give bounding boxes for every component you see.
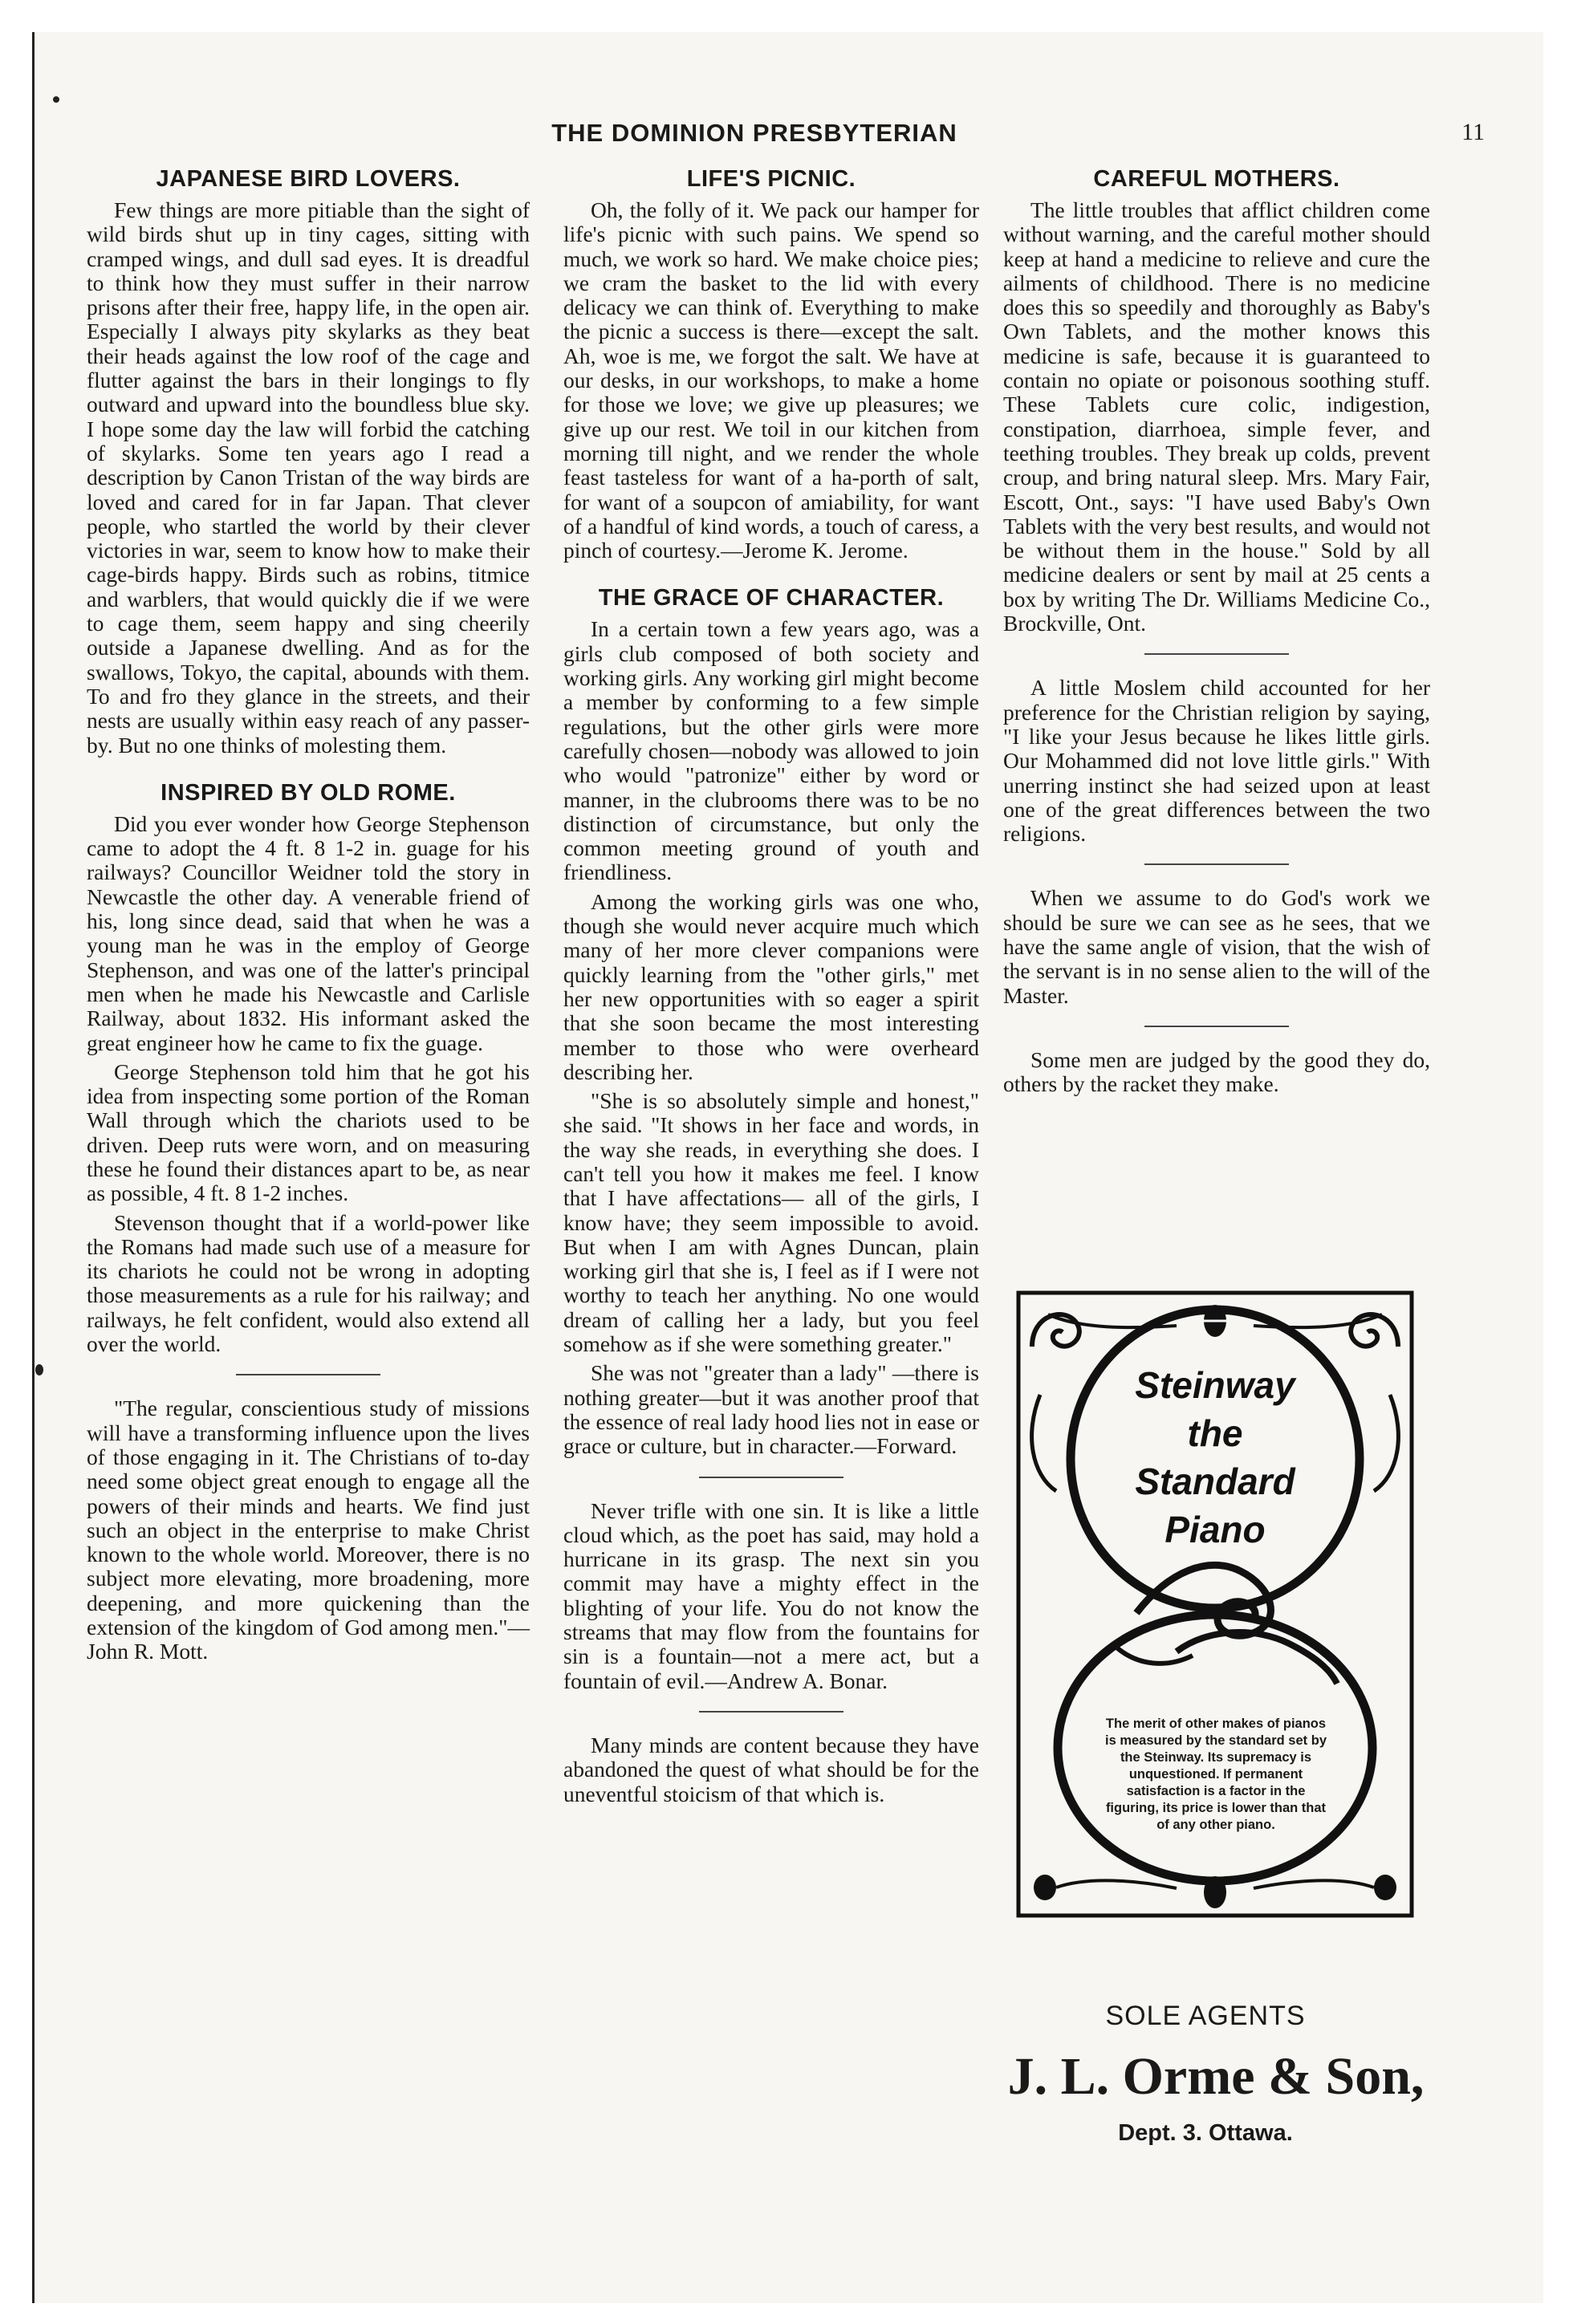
column-left xyxy=(87,165,530,1669)
article-paragraph: "She is so absolutely simple and honest," she said. "It shows in her face and words, in the way she reads, in everything she does. I can't tell you how it makes me feel. I know that I have affectations— all of the girls, I know have; they seem impossible to avoid. But when I am with Agnes Duncan, plain working girl that she is, I feel as if I were not worthy to teach her anything. No one would dream of calling her a lady, but you feel somehow as if she were something greater." xyxy=(563,1088,979,1357)
article-paragraph: Did you ever wonder how George Stephenson came to adopt the 4 ft. 8 1-2 in. guage for his railways? Councillor Weidner told the story in Newcastle the other day. A venerable friend of his, long since dead, said that when he was a young man he was in the employ of George Stephenson, and was one of the latter's principal men when he made his Newcastle and Carlisle Railway, about 1832. His informant asked the great engineer how he came to fix the guage. xyxy=(87,811,530,1055)
ad-brand-line: Standard xyxy=(1135,1461,1295,1502)
divider xyxy=(1144,863,1289,865)
article-paragraph: A little Moslem child accounted for her preference for the Christian religion by saying, "I like your Jesus because he likes little girls. Our Mohammed did not love little girls." With unerring instinct she had seized upon at least one of the great differences between the two religions. xyxy=(1003,675,1430,847)
publication-title: THE DOMINION PRESBYTERIAN xyxy=(551,119,957,147)
scan-speck xyxy=(53,96,59,103)
article-judged xyxy=(1003,1048,1430,1097)
ad-blurb: The merit of other makes of pianos is measured by the standard set by the Steinway. Its supremacy is unquestioned. If permanent satisfaction is a factor in the figuring, its price is lower than that of any other piano. xyxy=(1104,1717,1327,1832)
article-title: LIFE'S PICNIC. xyxy=(686,166,856,192)
page-header xyxy=(0,90,1509,147)
article-paragraph: When we assume to do God's work we should be sure we can see as he sees, that we have the same angle of vision, that the wish of the servant is in no sense alien to the will of the Master. xyxy=(1003,885,1430,1008)
ad-brand-line: the xyxy=(1187,1412,1243,1454)
article-careful-mothers xyxy=(1003,165,1430,636)
article-title: JAPANESE BIRD LOVERS. xyxy=(156,166,461,192)
column-right xyxy=(981,165,1430,1102)
article-paragraph: Never trifle with one sin. It is like a little cloud which, as the poet has said, may hold a hurricane in its grasp. The next sin you commit may have a mighty effect in the blighting of your life. You do not know the streams that may flow from the fountains for sin is a fountain—not a mere act, but a fountain of evil.—Andrew A. Bonar. xyxy=(563,1497,979,1693)
firm-name: J. L. Orme & Son, xyxy=(1007,2047,1425,2106)
article-paragraph: She was not "greater than a lady" —there is nothing greater—but it was another proof that the essence of real lady hood lies not in ease or grace or culture, but in character.—Forward. xyxy=(563,1360,979,1459)
article-lifes-picnic xyxy=(563,165,979,563)
ad-brand-line: Steinway xyxy=(1135,1364,1295,1406)
article-paragraph: Among the working girls was one who, though she would never acquire much which many of her more clever companions were quickly learning from the "other girls," met her new opportunities with so eager a spirit that she soon became the most interesting member to those who were overheard describing her. xyxy=(563,888,979,1084)
article-one-sin xyxy=(563,1499,979,1693)
ad-brand-name xyxy=(1016,1361,1414,1554)
article-paragraph: Many minds are content because they have abandoned the quest of what should be for the uneventful stoicism of that which is. xyxy=(563,1732,979,1806)
article-paragraph: Few things are more pitiable than the sight of wild birds shut up in tiny cages, sitting with cramped wings, and dull sad eyes. It is dreadful to think how they must suffer in their narrow prisons after their free, happy life, in the open air. Especially I always pity skylarks as they beat their heads against the low roof of the cage and flutter against the bars in their longings to fly outward and upward into the boundless blue sky. I hope some day the law will forbid the catching of skylarks. Some ten years ago I read a description by Canon Tristan of the way birds are loved and cared for in far Japan. That clever people, who startled the world by their clever victories in war, seem to know how to make their cage-birds happy. Birds such as robins, titmice and warblers, that would quickly die if we were to cage them, seem happy and sing cheerily outside a Japanese dwelling. And as for the swallows, Tokyo, the capital, abounds with them. To and fro they glance in the streets, and their nests are usually within easy reach of any passer-by. But no one thinks of molesting them. xyxy=(87,197,530,758)
article-title: INSPIRED BY OLD ROME. xyxy=(161,779,456,806)
divider xyxy=(236,1374,380,1375)
article-moslem-child xyxy=(1003,676,1430,846)
article-paragraph: In a certain town a few years ago, was a girls club composed of both society and working girls. Any working girl might become a member by conforming to a few simple regulations, but the other girls were more carefully chosen—nobody was allowed to join who would "patronize" either by word or manner, in the clubrooms there was to be no distinction of circumstance, but only the common meeting ground of youth and friendliness. xyxy=(563,616,979,885)
article-stoicism xyxy=(563,1733,979,1806)
article-missions-quote xyxy=(87,1396,530,1664)
divider xyxy=(699,1711,843,1713)
scan-speck xyxy=(35,1364,43,1375)
firm-address: Dept. 3. Ottawa. xyxy=(1118,2120,1293,2146)
article-japanese-bird-lovers xyxy=(87,165,530,758)
divider xyxy=(1144,653,1289,655)
article-paragraph: Oh, the folly of it. We pack our hamper for life's picnic with such pains. We spend so much, we work so hard. We make choice pies; we cram the basket to the lid with every delicacy we can think of. Everything to make the picnic a success is there—except the salt. Ah, woe is me, we forgot the salt. We have at our desks, in our workshops, to make a home for those we love; we give up pleasures; we give up our rest. We toil in our kitchen from morning till night, and we render the whole feast tasteless for want of a ha-porth of salt, for want of a soupcon of amiability, for want of a handful of kind words, a touch of caress, a pinch of courtesy.—Jerome K. Jerome. xyxy=(563,197,979,563)
article-title: CAREFUL MOTHERS. xyxy=(1093,166,1340,192)
article-paragraph: Some men are judged by the good they do, others by the racket they make. xyxy=(1003,1046,1430,1097)
article-paragraph: Stevenson thought that if a world-power like the Romans had made such use of a measure for its chariots he could not be wrong in adopting those measurements as a rule for his railway; and railways, he felt confident, would also extend all over the world. xyxy=(87,1209,530,1357)
page-number: 11 xyxy=(1461,119,1485,145)
divider xyxy=(1144,1026,1289,1027)
sole-agents-label: SOLE AGENTS xyxy=(1105,2001,1306,2031)
divider xyxy=(699,1477,843,1478)
article-paragraph: The little troubles that afflict children come without warning, and the careful mother should keep at hand a medicine to relieve and cure the ailments of childhood. There is no medicine does this so speedily and thoroughly as Baby's Own Tablets, and the mother knows this medicine is safe, because it is guaranteed to contain no opiate or poisonous soothing stuff. These Tablets cure colic, indigestion, constipation, diarrhoea, simple fever, and teething troubles. They break up colds, prevent croup, and bring natural sleep. Mrs. Mary Fair, Escott, Ont., says: "I have used Baby's Own Tablets with the very best results, and would not be without them in the house." Sold by all medicine dealers or sent by mail at 25 cents a box by writing The Dr. Williams Medicine Co., Brockville, Ont. xyxy=(1003,197,1430,636)
ad-brand-line: Piano xyxy=(1165,1509,1266,1550)
article-grace-of-character xyxy=(563,583,979,1458)
article-paragraph: George Stephenson told him that he got his idea from inspecting some portion of the Roman Wall through which the chariots used to be driven. Deep ruts were worn, and on measuring these he found their distances apart to be, as near as possible, 4 ft. 8 1-2 inches. xyxy=(87,1058,530,1206)
article-gods-work xyxy=(1003,886,1430,1007)
steinway-advertisement xyxy=(1016,1290,1414,1918)
article-paragraph: "The regular, conscientious study of missions will have a transforming influence upon the lives of those engaging in it. The Christians of to-day need some object great enough to engage all the powers of their minds and hearts. We find just such an object in the enterprise to make Christ known to the whole world. Moreover, there is no subject more elevating, more broadening, more deepening, and more quickening than the extension of the kingdom of God among men."—John R. Mott. xyxy=(87,1396,530,1664)
column-middle xyxy=(530,165,979,1811)
article-inspired-by-old-rome xyxy=(87,778,530,1357)
article-title: THE GRACE OF CHARACTER. xyxy=(598,585,945,611)
